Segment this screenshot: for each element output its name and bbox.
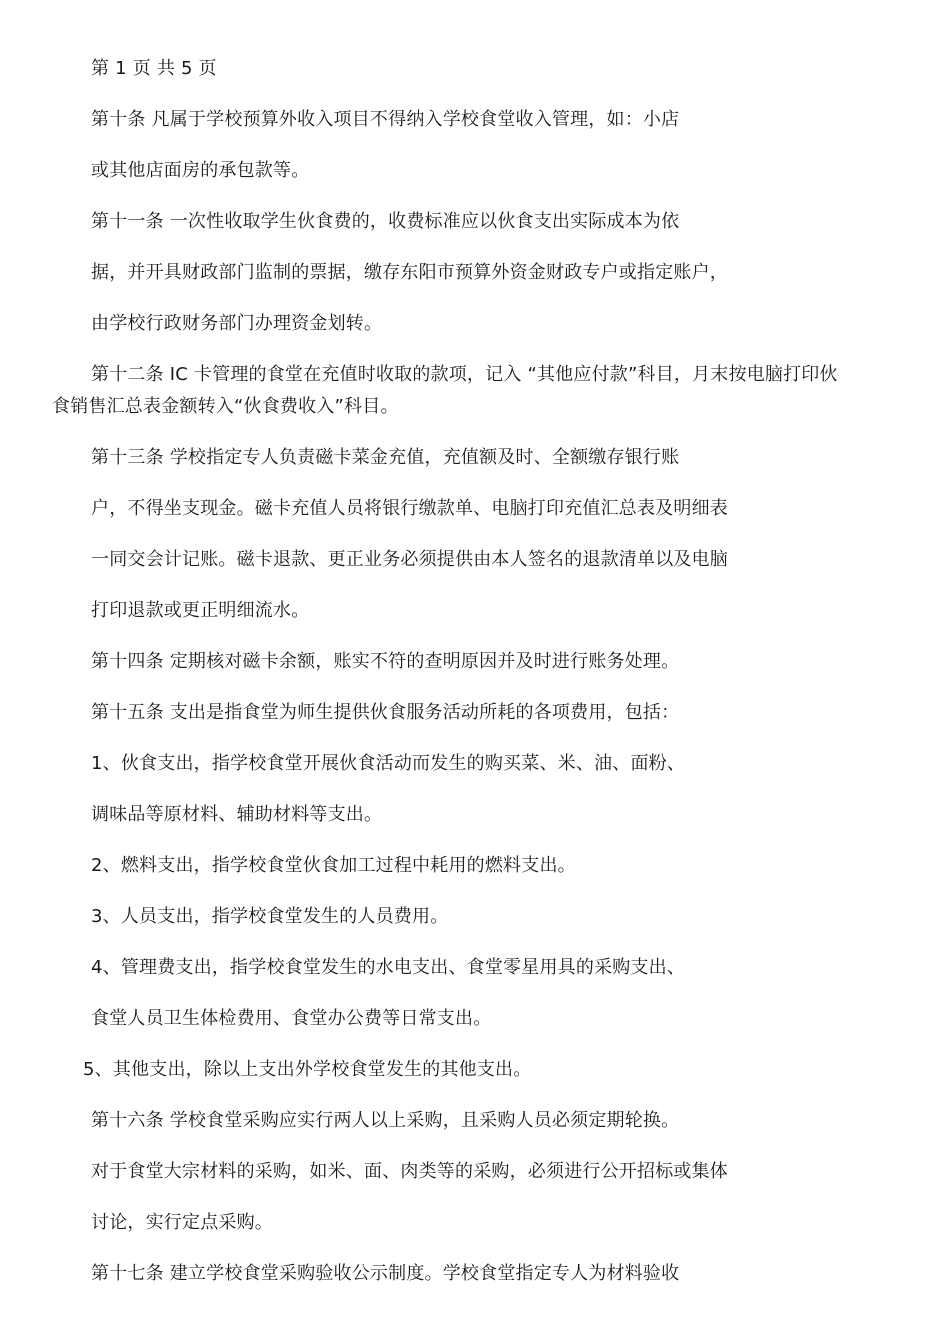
- text-line: 第十四条 定期核对磁卡余额，账实不符的查明原因并及时进行账务处理。: [91, 651, 680, 672]
- text-line: 一同交会计记账。磁卡退款、更正业务必须提供由本人签名的退款清单以及电脑: [91, 549, 728, 570]
- text-line: 对于食堂大宗材料的采购，如米、面、肉类等的采购，必须进行公开招标或集体: [91, 1161, 728, 1182]
- text-line: 第十条 凡属于学校预算外收入项目不得纳入学校食堂收入管理，如：小店: [91, 109, 680, 130]
- text-line: 户，不得坐支现金。磁卡充值人员将银行缴款单、电脑打印充值汇总表及明细表: [91, 498, 728, 519]
- text-line: 食堂人员卫生体检费用、食堂办公费等日常支出。: [91, 1008, 492, 1029]
- text-line: 5、其他支出，除以上支出外学校食堂发生的其他支出。: [83, 1059, 532, 1080]
- text-line: 讨论，实行定点采购。: [91, 1212, 273, 1233]
- text-line: 4、管理费支出，指学校食堂发生的水电支出、食堂零星用具的采购支出、: [91, 957, 686, 978]
- text-line: 第十一条 一次性收取学生伙食费的，收费标准应以伙食支出实际成本为依: [91, 211, 680, 232]
- text-line: 第十五条 支出是指食堂为师生提供伙食服务活动所耗的各项费用，包括：: [91, 702, 680, 723]
- text-line: 或其他店面房的承包款等。: [91, 160, 310, 181]
- text-line: 第十六条 学校食堂采购应实行两人以上采购，且采购人员必须定期轮换。: [91, 1110, 680, 1131]
- text-line: 打印退款或更正明细流水。: [91, 600, 310, 621]
- text-line: 调味品等原材料、辅助材料等支出。: [91, 804, 383, 825]
- text-line: 第十二条 IC 卡管理的食堂在充值时收取的款项，记入 “其他应付款”科目，月末按电脑打印伙: [91, 364, 838, 385]
- text-line: 第十七条 建立学校食堂采购验收公示制度。学校食堂指定专人为材料验收: [91, 1263, 680, 1284]
- text-line: 第十三条 学校指定专人负责磁卡菜金充值，充值额及时、全额缴存银行账: [91, 447, 680, 468]
- text-line: 1、伙食支出，指学校食堂开展伙食活动而发生的购买菜、米、油、面粉、: [91, 753, 686, 774]
- text-line: 2、燃料支出，指学校食堂伙食加工过程中耗用的燃料支出。: [91, 855, 576, 876]
- text-line: 据，并开具财政部门监制的票据，缴存东阳市预算外资金财政专户或指定账户，: [91, 262, 728, 283]
- text-line: 3、人员支出，指学校食堂发生的人员费用。: [91, 906, 449, 927]
- text-line: 由学校行政财务部门办理资金划转。: [91, 313, 383, 334]
- page-indicator: 第 1 页 共 5 页: [91, 58, 217, 79]
- text-line: 食销售汇总表金额转入“伙食费收入”科目。: [52, 396, 399, 417]
